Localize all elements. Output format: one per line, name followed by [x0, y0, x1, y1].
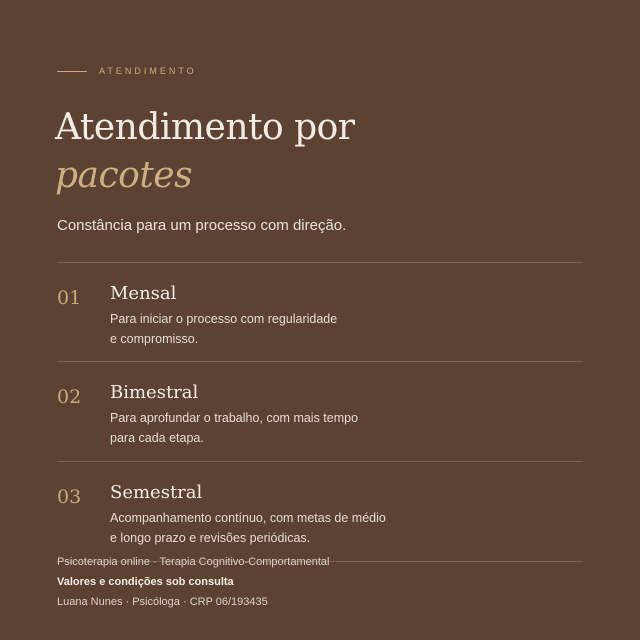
package-description — [110, 309, 440, 349]
eyebrow-text: ATENDIMENTO — [99, 66, 197, 76]
package-description-line: e compromisso. — [110, 332, 199, 346]
divider — [57, 361, 583, 362]
package-number: 02 — [57, 386, 82, 408]
package-number: 03 — [57, 486, 82, 508]
page-title-accent: pacotes — [55, 155, 193, 196]
package-item-semestral — [57, 482, 583, 552]
page-title-line: Atendimento por — [55, 107, 355, 148]
package-name: Bimestral — [110, 382, 199, 403]
package-item-mensal — [57, 283, 583, 353]
package-number: 01 — [57, 287, 82, 309]
subtitle: Constância para um processo com direção. — [57, 217, 347, 234]
page-title — [55, 104, 355, 200]
package-item-bimestral — [57, 382, 583, 452]
package-description — [110, 408, 440, 448]
package-description-line: Acompanhamento contínuo, com metas de médio — [110, 511, 386, 525]
footer — [57, 552, 330, 612]
package-name: Semestral — [110, 482, 203, 503]
eyebrow-line — [57, 71, 87, 72]
package-description-line: para cada etapa. — [110, 431, 204, 445]
package-name: Mensal — [110, 283, 177, 304]
footer-pricing-note: Valores e condições sob consulta — [57, 576, 234, 588]
footer-specialties: Psicoterapia online · Terapia Cognitivo-Comportamental — [57, 556, 330, 568]
divider — [57, 262, 583, 263]
divider — [57, 461, 583, 462]
package-description — [110, 508, 440, 548]
package-description-line: e longo prazo e revisões periódicas. — [110, 531, 311, 545]
package-description-line: Para aprofundar o trabalho, com mais tempo — [110, 411, 359, 425]
footer-credentials: Luana Nunes · Psicóloga · CRP 06/193435 — [57, 596, 268, 608]
eyebrow — [57, 66, 197, 76]
package-description-line: Para iniciar o processo com regularidade — [110, 312, 338, 326]
